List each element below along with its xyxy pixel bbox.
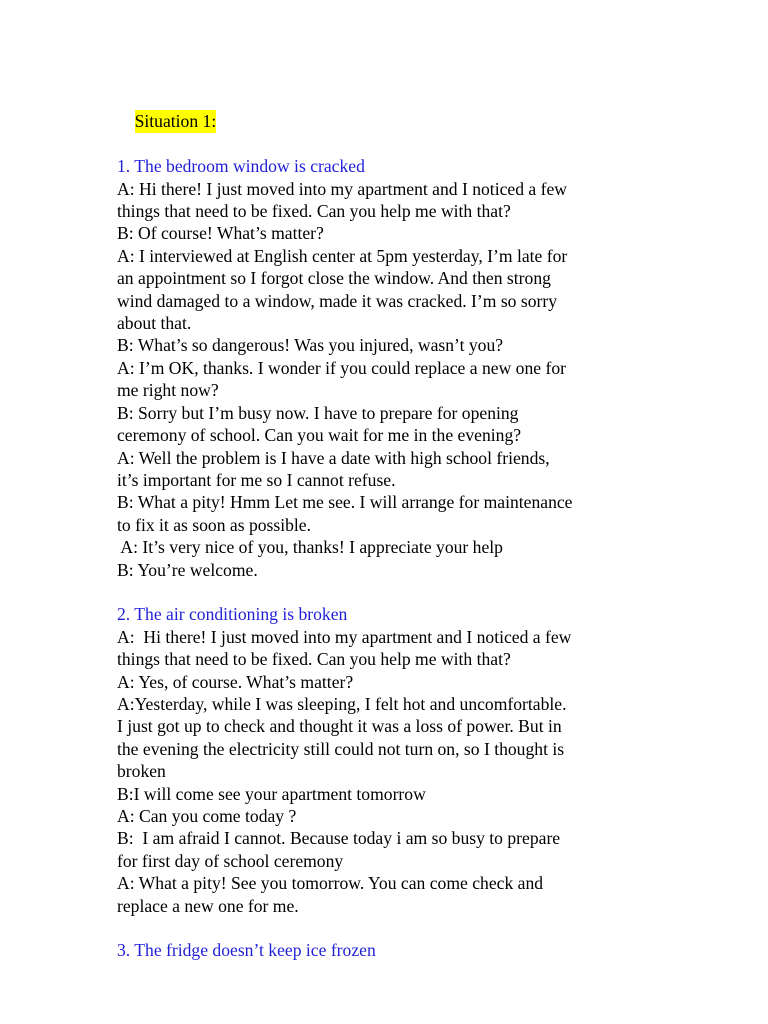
dialogue-line: the evening the electricity still could not turn on, so I thought is: [117, 738, 565, 759]
section-fridge: [117, 939, 717, 961]
dialogue-line: A: Hi there! I just moved into my apartment and I noticed a few: [117, 626, 572, 647]
dialogue-line: me right now?: [117, 380, 219, 401]
dialogue-line: A: What a pity! See you tomorrow. You can come check and: [117, 873, 544, 894]
dialogue-line: for first day of school ceremony: [117, 850, 344, 871]
dialogue-line: A: Yes, of course. What’s matter?: [117, 671, 354, 692]
section-heading: 2. The air conditioning is broken: [117, 604, 348, 625]
dialogue-line: B: You’re welcome.: [117, 559, 258, 580]
dialogue-line: things that need to be fixed. Can you help me with that?: [117, 201, 511, 222]
dialogue-line: A: Well the problem is I have a date with high school friends,: [117, 447, 550, 468]
dialogue-line: A: It’s very nice of you, thanks! I appreciate your help: [117, 537, 503, 558]
dialogue-line: A: I’m OK, thanks. I wonder if you could replace a new one for: [117, 357, 566, 378]
dialogue-line: B: I am afraid I cannot. Because today i am so busy to prepare: [117, 828, 561, 849]
dialogue-line: an appointment so I forgot close the window. And then strong: [117, 268, 551, 289]
situation-label: Situation 1:: [134, 111, 217, 132]
dialogue-line: it’s important for me so I cannot refuse.: [117, 469, 396, 490]
situation-title-line: [117, 88, 717, 155]
dialogue-line: to fix it as soon as possible.: [117, 514, 312, 535]
blank-line: [117, 581, 717, 603]
dialogue-line: B: Sorry but I’m busy now. I have to prepare for opening: [117, 402, 519, 423]
dialogue-line: A:Yesterday, while I was sleeping, I felt hot and uncomfortable.: [117, 693, 567, 714]
dialogue-line: B: Of course! What’s matter?: [117, 223, 324, 244]
document-page: [117, 88, 717, 962]
dialogue-line: wind damaged to a window, made it was cracked. I’m so sorry: [117, 290, 558, 311]
dialogue-line: broken: [117, 761, 166, 782]
dialogue-line: A: Can you come today ?: [117, 805, 297, 826]
dialogue-line: about that.: [117, 313, 192, 334]
dialogue-line: things that need to be fixed. Can you help me with that?: [117, 649, 511, 670]
section-air-conditioning: [117, 603, 717, 917]
dialogue-line: replace a new one for me.: [117, 895, 299, 916]
blank-line: [117, 917, 717, 939]
dialogue-line: B: What’s so dangerous! Was you injured, wasn’t you?: [117, 335, 504, 356]
section-heading: 1. The bedroom window is cracked: [117, 156, 365, 177]
dialogue-line: B:I will come see your apartment tomorrow: [117, 783, 426, 804]
dialogue-line: I just got up to check and thought it was a loss of power. But in: [117, 716, 562, 737]
dialogue-line: A: I interviewed at English center at 5pm yesterday, I’m late for: [117, 245, 568, 266]
section-bedroom-window: [117, 155, 717, 581]
section-heading: 3. The fridge doesn’t keep ice frozen: [117, 940, 376, 961]
dialogue-line: B: What a pity! Hmm Let me see. I will arrange for maintenance: [117, 492, 573, 513]
dialogue-line: A: Hi there! I just moved into my apartment and I noticed a few: [117, 178, 567, 199]
dialogue-line: ceremony of school. Can you wait for me in the evening?: [117, 425, 522, 446]
